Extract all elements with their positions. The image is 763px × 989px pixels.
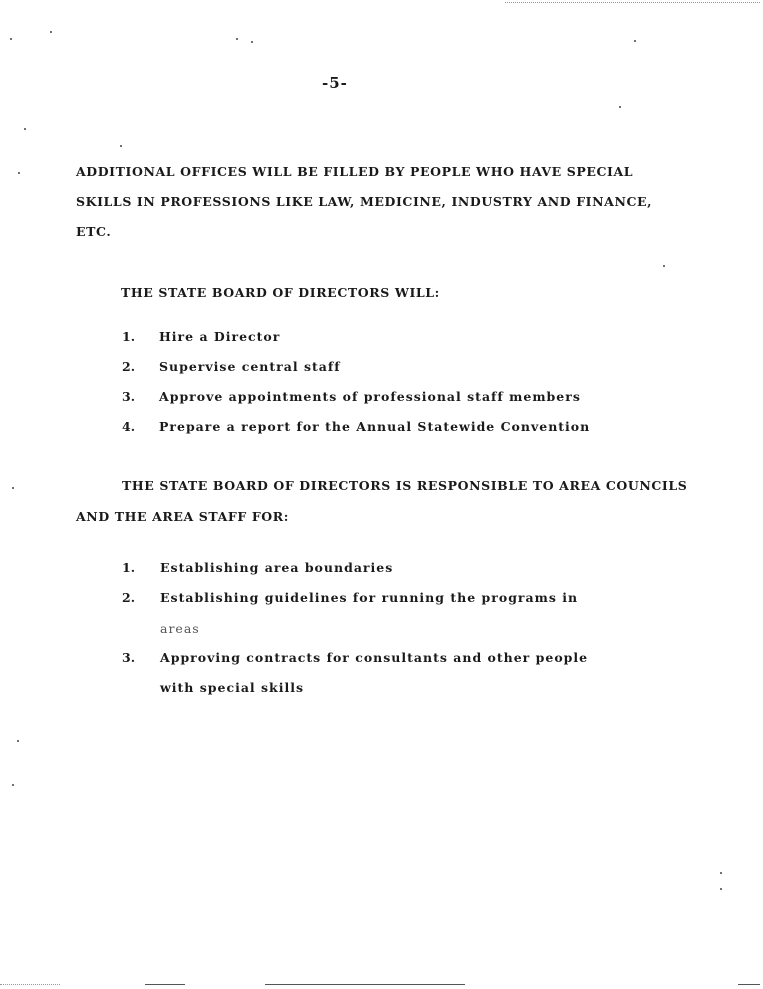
- scan-speck: [12, 784, 14, 786]
- board-will-item-number: 1.: [122, 329, 136, 344]
- scan-speck: [634, 40, 636, 42]
- scan-speck: [619, 106, 621, 108]
- board-responsible-item-number: 1.: [122, 560, 136, 575]
- board-will-item-number: 4.: [122, 419, 136, 434]
- scan-artifact-top-dots: [505, 2, 760, 3]
- intro-line-3: ETC.: [76, 224, 112, 239]
- board-responsible-line-1: THE STATE BOARD OF DIRECTORS IS RESPONSIBLE TO AREA COUNCILS: [122, 478, 688, 493]
- scan-speck: [10, 38, 12, 40]
- scan-artifact-bottom-dots: [0, 984, 60, 985]
- board-responsible-line-2: AND THE AREA STAFF FOR:: [76, 509, 289, 524]
- board-responsible-item-text-continued: with special skills: [160, 680, 304, 695]
- intro-line-2: SKILLS IN PROFESSIONS LIKE LAW, MEDICINE, INDUSTRY AND FINANCE,: [76, 194, 653, 209]
- scan-speck: [720, 872, 722, 874]
- scan-speck: [17, 740, 19, 742]
- page-number: -5-: [322, 74, 348, 92]
- board-responsible-item-text: Establishing area boundaries: [160, 560, 394, 575]
- scan-speck: [120, 145, 122, 147]
- scan-speck: [236, 38, 238, 40]
- board-will-item-text: Prepare a report for the Annual Statewide Convention: [159, 419, 591, 434]
- board-will-item-number: 3.: [122, 389, 136, 404]
- board-will-item-text: Approve appointments of professional staff members: [159, 389, 581, 404]
- scan-speck: [251, 41, 253, 43]
- board-responsible-item-text: Approving contracts for consultants and other people: [160, 650, 589, 665]
- board-responsible-item-number: 2.: [122, 590, 136, 605]
- intro-line-1: ADDITIONAL OFFICES WILL BE FILLED BY PEOPLE WHO HAVE SPECIAL: [76, 164, 634, 179]
- board-will-item-text: Hire a Director: [159, 329, 281, 344]
- scan-artifact-bottom-line: [265, 984, 465, 985]
- board-will-heading: THE STATE BOARD OF DIRECTORS WILL:: [121, 285, 440, 300]
- scan-speck: [24, 128, 26, 130]
- scan-speck: [720, 888, 722, 890]
- scan-speck: [50, 31, 52, 33]
- scan-artifact-bottom-line: [738, 984, 760, 985]
- scan-speck: [663, 265, 665, 267]
- board-responsible-item-text-continued: areas: [160, 621, 200, 636]
- scan-speck: [18, 172, 20, 174]
- board-responsible-item-text: Establishing guidelines for running the programs in: [160, 590, 579, 605]
- board-responsible-item-number: 3.: [122, 650, 136, 665]
- board-will-item-number: 2.: [122, 359, 136, 374]
- board-will-item-text: Supervise central staff: [159, 359, 341, 374]
- scan-artifact-bottom-line: [145, 984, 185, 985]
- scan-speck: [12, 487, 14, 489]
